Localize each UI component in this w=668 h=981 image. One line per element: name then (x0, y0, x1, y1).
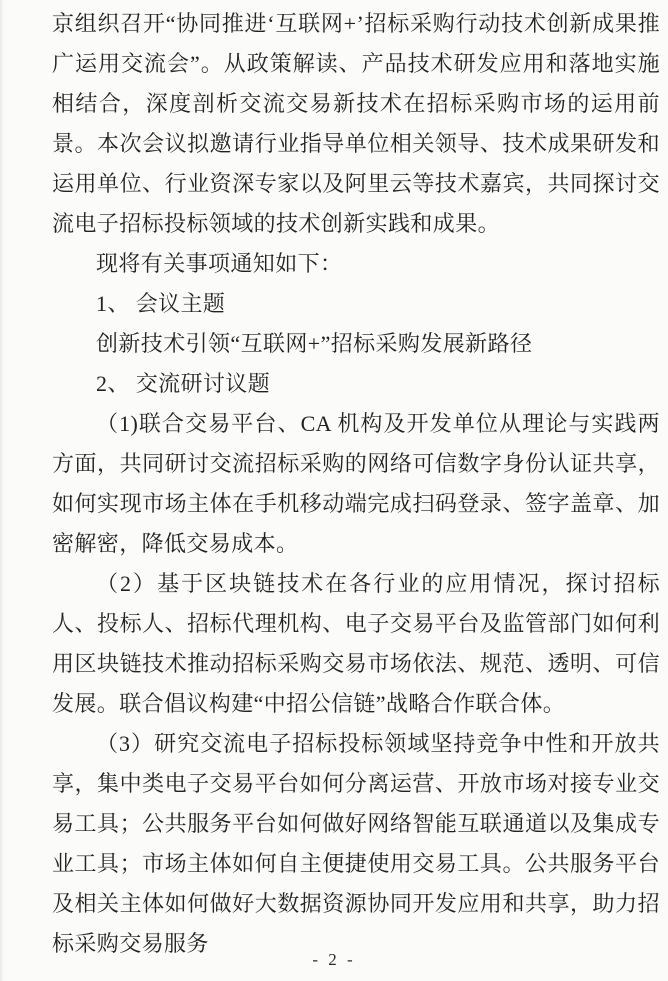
paragraph-theme-slogan: 创新技术引领“互联网+”招标采购发展新路径 (96, 331, 533, 356)
document-body (52, 4, 660, 964)
heading-discussion-topics: 2、 交流研讨议题 (96, 371, 271, 396)
paragraph-topic-2: （2）基于区块链技术在各行业的应用情况，探讨招标人、投标人、招标代理机构、电子交易平台及监管部门如何利用区块链技术推动招标采购交易市场依法、规范、透明、可信发展。联合倡议构建“中招公信链”战略合作联合体。 (52, 571, 660, 716)
paragraph-topic-3: （3）研究交流电子招标投标领域坚持竞争中性和开放共享，集中类电子交易平台如何分离运营、开放市场对接专业交易工具；公共服务平台如何做好网络智能互联通道以及集成专业工具；市场主体如何自主便捷使用交易工具。公共服务平台及相关主体如何做好大数据资源协同开发应用和共享，助力招标采购交易服务 (52, 731, 660, 956)
paragraph-notice-intro: 现将有关事项通知如下： (96, 251, 343, 276)
page-number: - 2 - (312, 950, 356, 969)
paragraph-continuation: 京组织召开“协同推进‘互联网+’招标采购行动技术创新成果推广运用交流会”。从政策解读、产品技术研发应用和落地实施相结合，深度剖析交流交易新技术在招标采购市场的运用前景。本次会议拟邀请行业指导单位相关领导、技术成果研发和运用单位、行业资深专家以及阿里云等技术嘉宾，共同探讨交流电子招标投标领域的技术创新实践和成果。 (52, 11, 660, 236)
paragraph-topic-1: （1)联合交易平台、CA 机构及开发单位从理论与实践两方面，共同研讨交流招标采购的网络可信数字身份认证共享，如何实现市场主体在手机移动端完成扫码登录、签字盖章、加密解密，降低交易成本。 (52, 411, 660, 556)
heading-meeting-theme: 1、 会议主题 (96, 291, 226, 316)
